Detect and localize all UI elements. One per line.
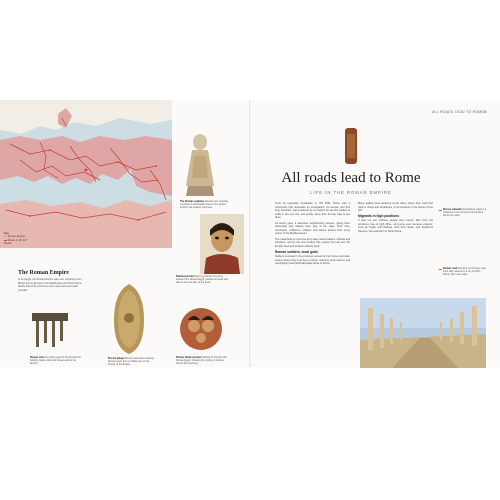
bust-caption-text: Roman bust, showing a woman in fashionable dress of the period, found in the eastern provinces. — [180, 200, 229, 210]
column-2-paragraph-2: It was not just ordinary people who moved. Men from the provinces rose to high office, and some even became emperor, such as Trajan and Hadrian, both from Spain, and Septimius Severus, who was born in North Africa. — [358, 219, 433, 233]
shield-caption-text: Bronze decoration showing Roman gods, from a military site on the frontier of the Empire. — [108, 357, 154, 367]
road-caption-title: Roman road — [443, 267, 457, 270]
legend-roads-label: Roads in AD 117 — [4, 239, 38, 242]
bust-image — [178, 128, 222, 198]
running-head: ALL ROADS LEAD TO ROME — [432, 110, 484, 114]
portrait-caption — [176, 275, 228, 285]
column-1-paragraph-2: As Rome grew, it absorbed neighbouring peoples, giving them citizenship and making them part of the state. Over time, merchants, craftsmen, soldiers and slaves arrived from every corner of the Mediterranean. — [275, 221, 350, 236]
page-number: 35 — [483, 110, 487, 114]
column-1-paragraph-1: From its legendary foundation in 753 BCE, Rome was a community that depended on immigration. Its founder and first king, Romulus, was protected by an asylum for all who wished to settle in the new city, and people came from all over Italy to live there. — [275, 202, 350, 220]
column-1-paragraph-3: The roads built to move the army also carried traders, officials and travellers, and by the 2nd century CE, people from all over the Empire lived and worked in Rome itself. — [275, 237, 350, 249]
statue-caption-rule — [439, 210, 442, 211]
empire-heading: The Roman Empire — [18, 270, 69, 276]
legend-key: Key — [4, 232, 9, 235]
column-2 — [358, 202, 433, 233]
bust-caption — [180, 200, 230, 210]
map-legend — [4, 232, 38, 246]
legend-empire: Roman Empire — [4, 235, 38, 238]
book-gutter — [249, 100, 251, 367]
statue-image — [340, 126, 362, 166]
shield-caption-title: Bronze plaque — [108, 357, 125, 360]
statue-caption-title: Bronze statuette — [443, 208, 462, 211]
statue-caption-text: Small figure made in a workshop in the provinces and traded along the roads. — [443, 208, 487, 218]
family-caption-text: Painting of a family from Roman Egypt, showing the mixing of cultures across the provinces. — [176, 356, 228, 366]
portrait-caption-title: Painted portrait — [176, 275, 194, 278]
column-2-subheading: Migrants in high positions — [358, 213, 400, 218]
bust-caption-title: The Roman sculpture — [180, 200, 205, 203]
page-title: All roads lead to Rome — [281, 170, 421, 186]
page-subtitle: LIFE IN THE ROMAN EMPIRE — [310, 190, 392, 195]
empire-paragraph: At its height, the Roman Empire was vast, stretching from Britain across Europe to the Middle East and North Africa. Roads linked the provinces and made travel and trade possible. — [18, 278, 82, 292]
statue-caption — [443, 208, 487, 218]
column-1-paragraph-4: Soldiers recruited in the provinces served far from home and often settled where they had been posted, marrying local women and worshipping local gods alongside those of Rome. — [275, 255, 350, 266]
map-graphic — [0, 100, 172, 248]
tools-caption-text: Iron tools used by the Romans for building roads, walls and houses across the Empire. — [30, 356, 82, 366]
road-caption-text: Remains of a Roman road lined with columns in a city in North Africa, still in use today. — [443, 267, 486, 277]
column-1-subheading: Roman soldiers, local gods — [275, 249, 318, 254]
roman-empire-map — [0, 100, 172, 248]
portrait-image — [200, 214, 244, 274]
family-caption — [176, 356, 230, 366]
column-2-paragraph-1: Many settlers were attracted to the cities, where they could find work in shops and workshops, or as servants in the homes of the rich. — [358, 202, 433, 213]
tools-image — [28, 307, 72, 351]
map-north-land — [0, 100, 172, 134]
portrait-caption-text: Mummy portrait of a young woman from Roman Egypt, painted on wood and placed over the face of the dead. — [176, 275, 228, 285]
shield-caption — [108, 357, 156, 367]
tools-caption — [30, 356, 82, 366]
family-caption-title: Roman family portrait — [176, 356, 201, 359]
shield-image — [112, 282, 146, 356]
legend-roads: Roads — [4, 242, 12, 246]
road-caption-rule — [439, 269, 442, 270]
road-photo — [360, 298, 486, 368]
family-image — [180, 308, 222, 350]
road-caption — [443, 267, 487, 277]
tools-caption-title: Roman tools — [30, 356, 45, 359]
column-1 — [275, 202, 350, 266]
